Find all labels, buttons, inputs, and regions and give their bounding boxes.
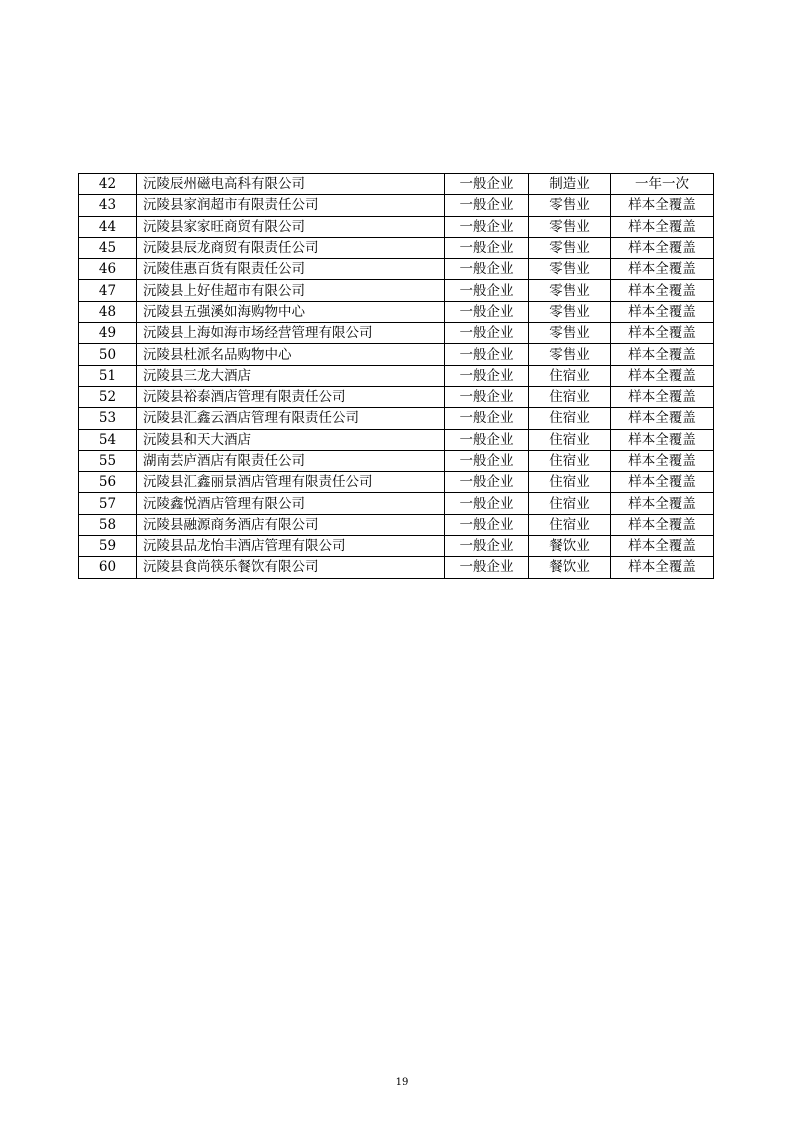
- table-row: [79, 344, 714, 365]
- enterprise-type: 一般企业: [445, 259, 529, 280]
- row-number: 54: [79, 429, 137, 450]
- table-row: [79, 450, 714, 471]
- table-row: [79, 365, 714, 386]
- survey-frequency: 样本全覆盖: [611, 323, 714, 344]
- industry: 住宿业: [529, 450, 611, 471]
- enterprise-table: [78, 173, 714, 579]
- enterprise-type: 一般企业: [445, 536, 529, 557]
- table-row: [79, 472, 714, 493]
- row-number: 45: [79, 237, 137, 258]
- table-row: [79, 216, 714, 237]
- enterprise-type: 一般企业: [445, 472, 529, 493]
- company-name: 沅陵县三龙大酒店: [137, 365, 445, 386]
- enterprise-type: 一般企业: [445, 280, 529, 301]
- industry: 制造业: [529, 174, 611, 195]
- row-number: 60: [79, 557, 137, 578]
- table-row: [79, 259, 714, 280]
- page-number: 19: [395, 1077, 409, 1088]
- enterprise-type: 一般企业: [445, 450, 529, 471]
- row-number: 53: [79, 408, 137, 429]
- enterprise-type: 一般企业: [445, 493, 529, 514]
- enterprise-type: 一般企业: [445, 237, 529, 258]
- enterprise-type: 一般企业: [445, 216, 529, 237]
- row-number: 51: [79, 365, 137, 386]
- enterprise-type: 一般企业: [445, 323, 529, 344]
- industry: 零售业: [529, 216, 611, 237]
- company-name: 沅陵辰州磁电高科有限公司: [137, 174, 445, 195]
- survey-frequency: 样本全覆盖: [611, 386, 714, 407]
- industry: 零售业: [529, 323, 611, 344]
- survey-frequency: 样本全覆盖: [611, 280, 714, 301]
- industry: 零售业: [529, 344, 611, 365]
- company-name: 沅陵县和天大酒店: [137, 429, 445, 450]
- enterprise-type: 一般企业: [445, 344, 529, 365]
- survey-frequency: 样本全覆盖: [611, 301, 714, 322]
- row-number: 44: [79, 216, 137, 237]
- row-number: 50: [79, 344, 137, 365]
- row-number: 58: [79, 514, 137, 535]
- company-name: 沅陵县裕泰酒店管理有限责任公司: [137, 386, 445, 407]
- survey-frequency: 样本全覆盖: [611, 408, 714, 429]
- industry: 住宿业: [529, 429, 611, 450]
- company-name: 沅陵县家润超市有限责任公司: [137, 195, 445, 216]
- table-row: [79, 386, 714, 407]
- row-number: 49: [79, 323, 137, 344]
- table-row: [79, 429, 714, 450]
- survey-frequency: 样本全覆盖: [611, 237, 714, 258]
- row-number: 46: [79, 259, 137, 280]
- table-row: [79, 408, 714, 429]
- company-name: 沅陵县汇鑫丽景酒店管理有限责任公司: [137, 472, 445, 493]
- industry: 零售业: [529, 195, 611, 216]
- table-row: [79, 493, 714, 514]
- company-name: 沅陵县汇鑫云酒店管理有限责任公司: [137, 408, 445, 429]
- enterprise-type: 一般企业: [445, 514, 529, 535]
- row-number: 47: [79, 280, 137, 301]
- enterprise-type: 一般企业: [445, 386, 529, 407]
- row-number: 52: [79, 386, 137, 407]
- enterprise-type: 一般企业: [445, 301, 529, 322]
- table-row: [79, 323, 714, 344]
- survey-frequency: 一年一次: [611, 174, 714, 195]
- industry: 零售业: [529, 259, 611, 280]
- survey-frequency: 样本全覆盖: [611, 429, 714, 450]
- industry: 餐饮业: [529, 557, 611, 578]
- row-number: 57: [79, 493, 137, 514]
- survey-frequency: 样本全覆盖: [611, 557, 714, 578]
- company-name: 沅陵县上好佳超市有限公司: [137, 280, 445, 301]
- row-number: 56: [79, 472, 137, 493]
- enterprise-type: 一般企业: [445, 195, 529, 216]
- survey-frequency: 样本全覆盖: [611, 259, 714, 280]
- company-name: 沅陵县家家旺商贸有限公司: [137, 216, 445, 237]
- industry: 住宿业: [529, 408, 611, 429]
- company-name: 沅陵县品龙怡丰酒店管理有限公司: [137, 536, 445, 557]
- company-name: 沅陵县融源商务酒店有限公司: [137, 514, 445, 535]
- company-name: 沅陵县食尚筷乐餐饮有限公司: [137, 557, 445, 578]
- enterprise-type: 一般企业: [445, 557, 529, 578]
- table-row: [79, 195, 714, 216]
- enterprise-type: 一般企业: [445, 408, 529, 429]
- company-name: 沅陵县上海如海市场经营管理有限公司: [137, 323, 445, 344]
- survey-frequency: 样本全覆盖: [611, 195, 714, 216]
- survey-frequency: 样本全覆盖: [611, 344, 714, 365]
- company-name: 沅陵鑫悦酒店管理有限公司: [137, 493, 445, 514]
- company-name: 沅陵县辰龙商贸有限责任公司: [137, 237, 445, 258]
- enterprise-type: 一般企业: [445, 174, 529, 195]
- table-row: [79, 301, 714, 322]
- table-body: [79, 174, 714, 579]
- industry: 住宿业: [529, 365, 611, 386]
- industry: 住宿业: [529, 386, 611, 407]
- table-row: [79, 536, 714, 557]
- table-row: [79, 514, 714, 535]
- survey-frequency: 样本全覆盖: [611, 514, 714, 535]
- enterprise-type: 一般企业: [445, 365, 529, 386]
- row-number: 43: [79, 195, 137, 216]
- survey-frequency: 样本全覆盖: [611, 493, 714, 514]
- company-name: 沅陵佳惠百货有限责任公司: [137, 259, 445, 280]
- survey-frequency: 样本全覆盖: [611, 450, 714, 471]
- survey-frequency: 样本全覆盖: [611, 365, 714, 386]
- enterprise-type: 一般企业: [445, 429, 529, 450]
- industry: 住宿业: [529, 493, 611, 514]
- survey-frequency: 样本全覆盖: [611, 216, 714, 237]
- industry: 零售业: [529, 237, 611, 258]
- table-row: [79, 280, 714, 301]
- row-number: 59: [79, 536, 137, 557]
- survey-frequency: 样本全覆盖: [611, 536, 714, 557]
- survey-frequency: 样本全覆盖: [611, 472, 714, 493]
- industry: 住宿业: [529, 514, 611, 535]
- table-row: [79, 557, 714, 578]
- industry: 餐饮业: [529, 536, 611, 557]
- row-number: 55: [79, 450, 137, 471]
- row-number: 48: [79, 301, 137, 322]
- table-row: [79, 174, 714, 195]
- industry: 零售业: [529, 280, 611, 301]
- industry: 住宿业: [529, 472, 611, 493]
- row-number: 42: [79, 174, 137, 195]
- industry: 零售业: [529, 301, 611, 322]
- company-name: 沅陵县杜派名品购物中心: [137, 344, 445, 365]
- company-name: 湖南芸庐酒店有限责任公司: [137, 450, 445, 471]
- table-row: [79, 237, 714, 258]
- company-name: 沅陵县五强溪如海购物中心: [137, 301, 445, 322]
